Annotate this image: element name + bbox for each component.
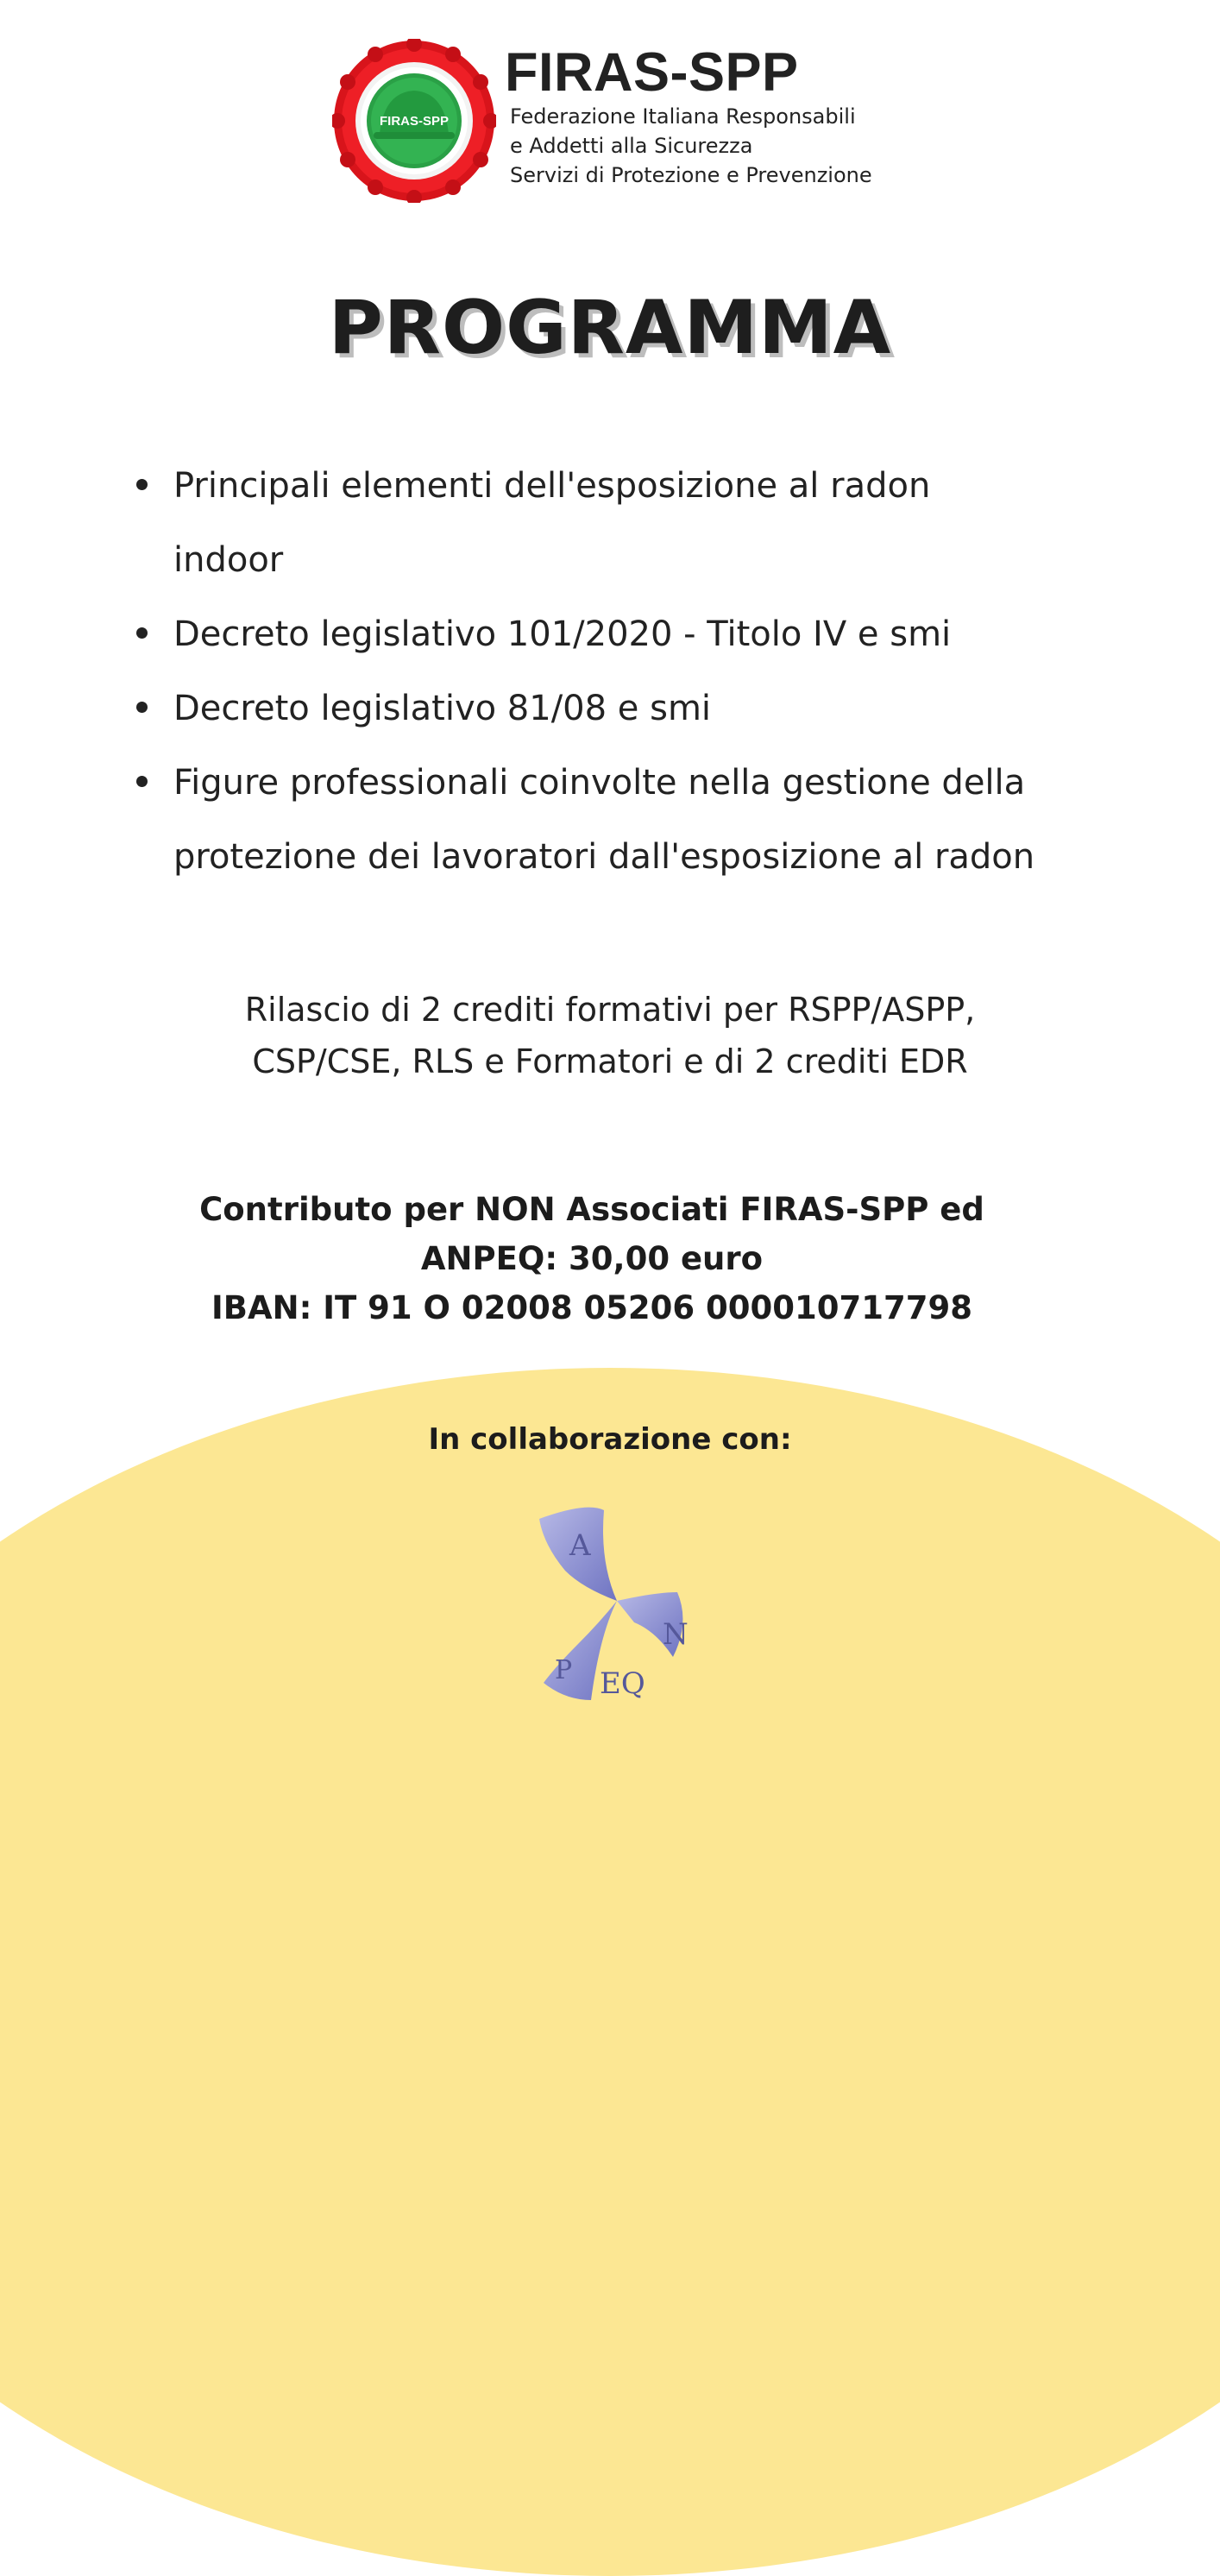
page-title: PROGRAMMA [328,285,892,371]
program-item [135,597,1170,671]
program-item-line: Decreto legislativo 81/08 e smi [173,689,712,728]
logo-letter: EQ [600,1666,645,1701]
program-item [135,671,1170,746]
program-item-line: Decreto legislativo 101/2020 - Titolo IV e smi [173,614,952,654]
program-item-line: Principali elementi dell'esposizione al radon [173,466,931,506]
bullet-icon [136,627,148,639]
credits-line: CSP/CSE, RLS e Formatori e di 2 crediti EDR [252,1042,968,1080]
program-item-line: indoor [173,540,284,580]
brand-subtitle-line: Servizi di Protezione e Prevenzione [510,163,872,187]
logo-badge-text: FIRAS-SPP [379,114,450,129]
anpeq-logo [505,1493,720,1709]
contribution-line: ANPEQ: 30,00 euro [420,1240,764,1277]
contribution-line: Contributo per NON Associati FIRAS-SPP ed [199,1191,984,1228]
credits-line: Rilascio di 2 crediti formativi per RSPP/ASPP, [244,991,976,1029]
brand-subtitle-line: e Addetti alla Sicurezza [510,134,753,158]
brand-subtitle-line: Federazione Italiana Responsabili [510,104,856,129]
collaboration-label: In collaborazione con: [428,1422,792,1457]
contribution-info [0,1185,1184,1332]
brand-name: FIRAS-SPP [505,42,799,103]
firas-spp-rosette-logo [332,39,496,203]
bullet-icon [136,479,148,490]
iban-line: IBAN: IT 91 O 02008 05206 000010717798 [211,1289,972,1326]
header [332,39,893,211]
program-item [135,746,1170,894]
bullet-icon [136,776,148,787]
program-item [135,449,1170,597]
logo-letter: N [663,1617,689,1652]
logo-letter: A [569,1528,591,1563]
brand-subtitle [510,102,872,190]
program-list [135,449,1170,894]
credits-info [0,984,1220,1087]
bullet-icon [136,702,148,713]
logo-letter: P [555,1655,573,1685]
program-item-line: protezione dei lavoratori dall'esposizione al radon [173,837,1035,877]
program-item-line: Figure professionali coinvolte nella gestione della [173,763,1026,803]
